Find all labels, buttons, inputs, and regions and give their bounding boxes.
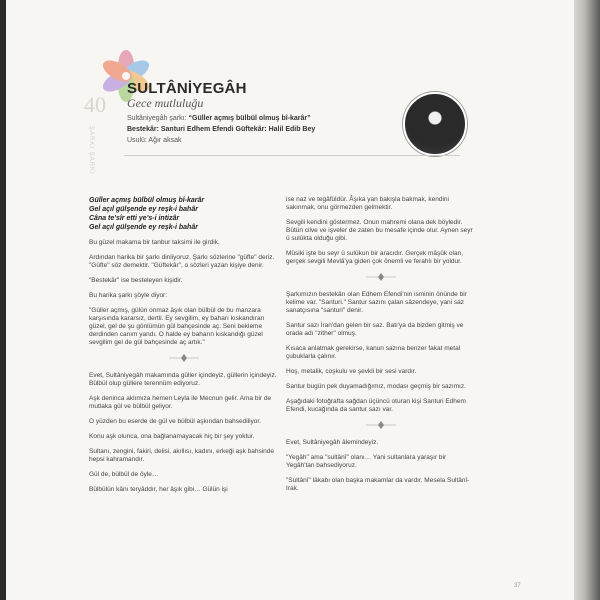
paragraph: Bülbülün kânı teryâddır, her âşık gibi… Gülün işi [89, 486, 228, 493]
paragraph: Evet, Sultâniyegâh âlemindeyiz. [286, 439, 379, 446]
header-divider [124, 155, 460, 156]
paragraph: Aşağıdaki fotoğrafta sağdan üçüncü oturan kişi Santuri Edhem Efendi, kucağında da santur sazı var. [286, 398, 466, 413]
paragraph: Santur bugün pek duyamadığımız, modası geçmiş bir sazımız. [286, 383, 466, 390]
usul-line: Usulü: Ağır aksak [127, 137, 182, 144]
paragraph: Bu harika şarkı şöyle diyor: [89, 292, 168, 299]
paragraph: "Bestekâr" ise besteleyen kişidir. [89, 277, 183, 284]
paragraph: Hoş, metalik, coşkulu ve şevkli bir sesi vardır. [286, 368, 417, 375]
paragraph: O yüzden bu eserde de gül ve bülbül aşkından bahsediliyor. [89, 418, 262, 425]
paragraph: Şarkımızın bestekârı olan Edhem Efendi'nin isminin önünde bir kelime var. "Santuri." Santur sazını çalan sâzendeye, yani saz sanatçısına "santuri" denir. [286, 291, 467, 314]
page-edge [574, 0, 600, 600]
paragraph: Santur sazı İran'dan gelen bir saz. Batı'ya da bizden gitmiş ve orada adı "zither" olmuş. [286, 322, 464, 337]
paragraph: Kısaca anlatmak gerekirse, kanun sazına benzer fakat metal çubuklarla çalınır. [286, 345, 461, 360]
song-line [127, 115, 311, 122]
paragraph: "Yegâh" ama "sultânî" olanı… Yani sultanlara yaraşır bir Yegâh'tan bahsediyoruz. [286, 454, 447, 469]
composer-portrait [403, 92, 467, 156]
paragraph: Müsiki işte bu seyr ü sulûkun bir aracıdır. Gerçek mâşûk olan, gerçek sevgili Mevlâ'ya giden çok önemli ve ferahlı bir yoldur. [286, 250, 464, 265]
page-title: SULTÂNİYEGÂH [127, 80, 247, 97]
paragraph: Gül de, bülbül de öyle… [89, 471, 159, 478]
paragraph: Sevgili kendini göstermez. Onun mahremi olana dek böyledir. Bütün cilve ve işveler de zaten bu mesafe içinde olur. Aynen seyr ü sulûkta olduğu gibi. [286, 219, 473, 242]
side-number: 40 [84, 92, 106, 117]
paragraph: Ardından harika bir şarkı dinliyoruz. Şarkı sözlerine "güfte" deriz. "Güfte" söz demektir. "Güftekâr", o sözleri yazan kişiye denir. [89, 254, 275, 269]
paragraph: Sultanı, zengini, fakiri, delisi, akıllısı, kadını, erkeği aşk bahsinde hepsi kahramandır. [89, 448, 274, 463]
paragraph: Konu aşk olunca, ona bağlanamayacak hiç bir şey yoktur. [89, 433, 255, 440]
song-title: “Güller açmış bülbül olmuş bî-karâr” [188, 115, 311, 122]
side-decoration [84, 92, 114, 184]
ornament-divider-icon [286, 273, 476, 283]
book-page [6, 0, 574, 600]
paragraph: "Güller açmış, gülün onmaz âşık olan bülbül de bu manzara karşısında kararsız, dertli. Ey sevgilim, ey baharı kıskandıran güzel, gel de şu gönlümün gül bahçesinde aç. Seni bekleme derdinden canım yandı. O halde ey baharın kıskandığı güzel sevgilim gel de gül bahçesinde aç artık." [89, 307, 265, 346]
verse: Güller açmış bülbül olmuş bî-karâr Gel açıl gülşende ey reşk-i bahâr Câna te'sîr etti ye's-i intizâr Gel açıl gülşende ey reşk-i bahâr [89, 197, 205, 231]
paragraph: Aşk deninca aklımıza hemen Leyla ile Mecnun gelir. Ama bir de mutlaka gül ve bülbül geliyor. [89, 395, 272, 410]
paragraph: ise naz ve tegâfüldür. Âşıka yan bakışla bakmak, kendini sakınmak, onu görmezden gelmektir. [286, 196, 449, 211]
page-subtitle: Gece mutluluğu [127, 96, 204, 110]
composer-line: Bestekâr: Santuri Edhem Efendi Güftekâr: Halil Edib Bey [127, 126, 316, 133]
side-label: ŞARKI ŞARKI [88, 126, 94, 175]
left-column [89, 196, 279, 501]
page-number: 37 [514, 583, 521, 589]
paragraph: "Sultânî" lâkabı olan başka makamlar da vardır. Mesela Sultânî-Irak. [286, 477, 470, 492]
ornament-divider-icon [286, 421, 476, 431]
paragraph: Bu güzel makama bir tanbur taksimi ile girdik. [89, 239, 220, 246]
right-column [286, 196, 476, 500]
ornament-divider-icon [89, 354, 279, 364]
paragraph: Evet, Sultâniyegâh makamında güller içindeyiz, güllerin içindeyiz. Bülbül olup güllere terennüm ediyoruz. [89, 372, 277, 387]
song-label: Sultâniyegâh şarkı: [127, 115, 187, 122]
